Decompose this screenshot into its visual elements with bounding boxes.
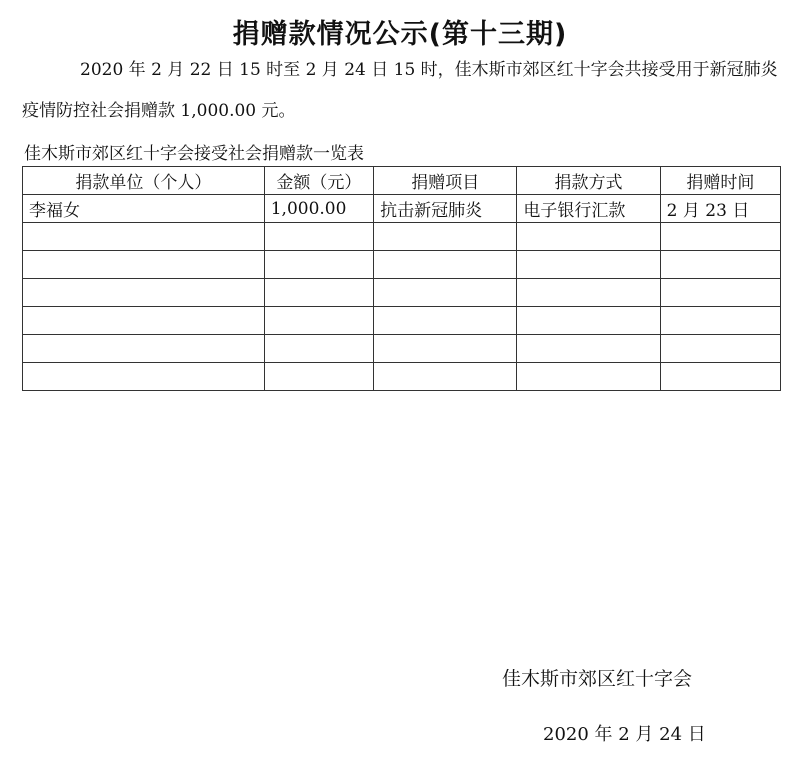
cell-project (374, 279, 517, 307)
cell-project (374, 223, 517, 251)
cell-date: 2 月 23 日 (660, 195, 780, 223)
cell-date (660, 279, 780, 307)
cell-donor (23, 307, 265, 335)
header-project: 捐赠项目 (374, 167, 517, 195)
cell-date (660, 363, 780, 391)
cell-donor (23, 251, 265, 279)
header-method: 捐款方式 (517, 167, 660, 195)
cell-amount (264, 251, 373, 279)
signature-organization: 佳木斯市郊区红十字会 (502, 668, 693, 690)
table-row (23, 223, 781, 251)
table-caption: 佳木斯市郊区红十字会接受社会捐赠款一览表 (24, 144, 364, 164)
cell-method (517, 307, 660, 335)
cell-project (374, 251, 517, 279)
cell-project (374, 363, 517, 391)
cell-method (517, 279, 660, 307)
table-row (23, 279, 781, 307)
cell-amount: 1,000.00 (264, 195, 373, 223)
cell-donor (23, 363, 265, 391)
cell-method (517, 363, 660, 391)
cell-method: 电子银行汇款 (517, 195, 660, 223)
cell-amount (264, 279, 373, 307)
notice-paragraph-text: 2020 年 2 月 22 日 15 时至 2 月 24 日 15 时，佳木斯市郊区红十字会共接受用于新冠肺炎疫情防控社会捐赠款 1,000.00 元。 (22, 60, 778, 121)
cell-donor (23, 223, 265, 251)
cell-date (660, 335, 780, 363)
table-row (23, 363, 781, 391)
header-date: 捐赠时间 (660, 167, 780, 195)
cell-donor: 李福女 (23, 195, 265, 223)
cell-amount (264, 363, 373, 391)
cell-donor (23, 335, 265, 363)
page-title: 捐赠款情况公示(第十三期) (232, 19, 568, 50)
cell-donor (23, 279, 265, 307)
table-row (23, 307, 781, 335)
table-header-row (23, 167, 781, 195)
cell-project (374, 335, 517, 363)
notice-paragraph (22, 50, 782, 132)
cell-method (517, 223, 660, 251)
table-row (23, 195, 781, 223)
donation-table (22, 166, 781, 391)
cell-amount (264, 307, 373, 335)
cell-method (517, 251, 660, 279)
cell-amount (264, 335, 373, 363)
signature-date: 2020 年 2 月 24 日 (543, 724, 706, 745)
cell-date (660, 223, 780, 251)
cell-project: 抗击新冠肺炎 (374, 195, 517, 223)
cell-date (660, 251, 780, 279)
cell-amount (264, 223, 373, 251)
table-row (23, 335, 781, 363)
cell-date (660, 307, 780, 335)
table-row (23, 251, 781, 279)
cell-project (374, 307, 517, 335)
header-amount: 金额（元） (264, 167, 373, 195)
header-donor: 捐款单位（个人） (23, 167, 265, 195)
cell-method (517, 335, 660, 363)
